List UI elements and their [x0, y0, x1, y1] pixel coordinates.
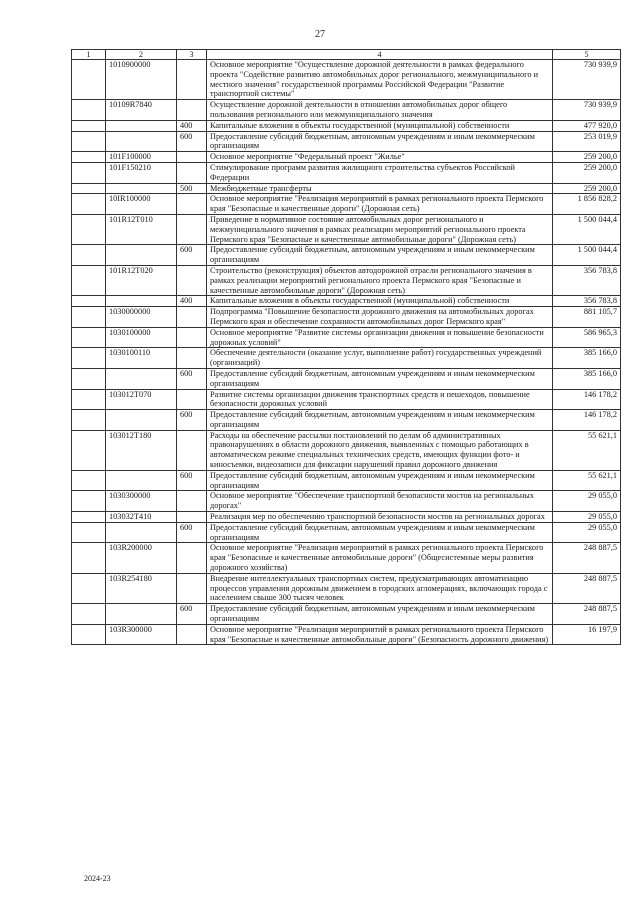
amount-value: 55 621,1 — [553, 430, 621, 470]
amount-value: 259 200,0 — [553, 152, 621, 163]
expense-type-code: 600 — [177, 131, 207, 152]
target-item-code — [106, 296, 177, 307]
header-row — [72, 50, 621, 60]
amount-value: 259 200,0 — [553, 183, 621, 194]
expense-type-code — [177, 491, 207, 512]
amount-value: 1 856 828,2 — [553, 194, 621, 215]
item-name: Подпрограмма "Повышение безопасности дорожного движения на автомобильных дорогах Пермского края и обеспечение сохранности автомобильных дорог Пермского края" — [207, 307, 553, 328]
item-name: Межбюджетные трансферты — [207, 183, 553, 194]
expense-type-code — [177, 512, 207, 523]
blank-cell — [72, 307, 106, 328]
target-item-code — [106, 245, 177, 266]
amount-value: 29 055,0 — [553, 522, 621, 543]
blank-cell — [72, 152, 106, 163]
amount-value: 477 920,0 — [553, 120, 621, 131]
table-row — [72, 152, 621, 163]
expense-type-code — [177, 389, 207, 410]
item-name: Реализация мер по обеспечению транспортной безопасности мостов на региональных дорогах — [207, 512, 553, 523]
amount-value: 1 500 044,4 — [553, 245, 621, 266]
amount-value: 385 166,0 — [553, 348, 621, 369]
amount-value: 248 887,5 — [553, 604, 621, 625]
blank-cell — [72, 296, 106, 307]
item-name: Развитие системы организации движения транспортных средств и пешеходов, повышение безопасности дорожных условий — [207, 389, 553, 410]
item-name: Основное мероприятие "Реализация мероприятий в рамках регионального проекта Пермского края "Безопасные и качественные автомобильные дороги" (Общесистемные меры развития дорожного хозяйства) — [207, 543, 553, 573]
blank-cell — [72, 368, 106, 389]
item-name: Осуществление дорожной деятельности в отношении автомобильных дорог общего пользования регионального или межмуниципального значения — [207, 100, 553, 121]
blank-cell — [72, 183, 106, 194]
item-name: Основное мероприятие "Реализация мероприятий в рамках регионального проекта Пермского края "Безопасные и качественные автомобильные дороги" (Безопасность дорожного движения) — [207, 624, 553, 645]
target-item-code — [106, 368, 177, 389]
page-number: 27 — [315, 29, 325, 40]
item-name: Предоставление субсидий бюджетным, автономным учреждениям и иным некоммерческим организациям — [207, 410, 553, 431]
amount-value: 259 200,0 — [553, 162, 621, 183]
table-row — [72, 348, 621, 369]
target-item-code — [106, 604, 177, 625]
item-name: Предоставление субсидий бюджетным, автономным учреждениям и иным некоммерческим организациям — [207, 131, 553, 152]
blank-cell — [72, 522, 106, 543]
target-item-code: 1030100000 — [106, 327, 177, 348]
expense-type-code — [177, 430, 207, 470]
expense-type-code — [177, 265, 207, 295]
table-row — [72, 430, 621, 470]
item-name: Предоставление субсидий бюджетным, автономным учреждениям и иным некоммерческим организациям — [207, 470, 553, 491]
expense-type-code — [177, 194, 207, 215]
item-name: Основное мероприятие "Реализация мероприятий в рамках регионального проекта Пермского края "Безопасные и качественные дороги" (Дорожная сеть) — [207, 194, 553, 215]
blank-cell — [72, 389, 106, 410]
target-item-code: 10IR100000 — [106, 194, 177, 215]
item-name: Капитальные вложения в объекты государственной (муниципальной) собственности — [207, 296, 553, 307]
blank-cell — [72, 624, 106, 645]
table-row — [72, 131, 621, 152]
blank-cell — [72, 491, 106, 512]
expense-type-code — [177, 214, 207, 244]
target-item-code: 103R254180 — [106, 573, 177, 603]
item-name: Предоставление субсидий бюджетным, автономным учреждениям и иным некоммерческим организациям — [207, 522, 553, 543]
item-name: Предоставление субсидий бюджетным, автономным учреждениям и иным некоммерческим организациям — [207, 245, 553, 266]
table-body — [72, 60, 621, 645]
amount-value: 730 939,9 — [553, 60, 621, 100]
table-row — [72, 265, 621, 295]
target-item-code — [106, 522, 177, 543]
table-row — [72, 491, 621, 512]
table-row — [72, 624, 621, 645]
blank-cell — [72, 470, 106, 491]
amount-value: 146 178,2 — [553, 389, 621, 410]
item-name: Расходы на обеспечение рассылки постановлений по делам об административных правонарушениях в области дорожного движения, выявленных с помощью работающих в автоматическом режиме специальных технических средств, имеющих функции фото- и киносъемки, видеозаписи для фиксации нарушений правил дорожного движения — [207, 430, 553, 470]
table-row — [72, 327, 621, 348]
target-item-code: 103R200000 — [106, 543, 177, 573]
item-name: Основное мероприятие "Федеральный проект "Жилье" — [207, 152, 553, 163]
document-footer-id: 2024-23 — [84, 874, 111, 883]
blank-cell — [72, 214, 106, 244]
table-row — [72, 100, 621, 121]
expense-type-code — [177, 307, 207, 328]
blank-cell — [72, 100, 106, 121]
amount-value: 55 621,1 — [553, 470, 621, 491]
table-row — [72, 410, 621, 431]
expense-type-code: 600 — [177, 368, 207, 389]
column-header-2: 2 — [106, 50, 177, 60]
target-item-code: 101F100000 — [106, 152, 177, 163]
target-item-code — [106, 410, 177, 431]
blank-cell — [72, 430, 106, 470]
table-row — [72, 183, 621, 194]
table-row — [72, 296, 621, 307]
expense-type-code — [177, 573, 207, 603]
table-row — [72, 522, 621, 543]
expense-type-code — [177, 162, 207, 183]
target-item-code: 1030300000 — [106, 491, 177, 512]
blank-cell — [72, 265, 106, 295]
blank-cell — [72, 348, 106, 369]
expense-type-code: 600 — [177, 522, 207, 543]
expense-type-code: 600 — [177, 410, 207, 431]
table-row — [72, 389, 621, 410]
target-item-code — [106, 470, 177, 491]
target-item-code: 1030000000 — [106, 307, 177, 328]
item-name: Основное мероприятие "Осуществление дорожной деятельности в рамках федерального проекта "Содействие развитию автомобильных дорог регионального, межмуниципального и местного значения" государственной программы Российской Федерации "Развитие транспортной системы" — [207, 60, 553, 100]
item-name: Основное мероприятие "Обеспечение транспортной безопасности мостов на региональных дорогах" — [207, 491, 553, 512]
column-header-3: 3 — [177, 50, 207, 60]
expense-type-code: 500 — [177, 183, 207, 194]
amount-value: 385 166,0 — [553, 368, 621, 389]
table-row — [72, 307, 621, 328]
table-row — [72, 120, 621, 131]
item-name: Основное мероприятие "Развитие системы организации движения и повышение безопасности дорожных условий" — [207, 327, 553, 348]
expense-type-code — [177, 624, 207, 645]
target-item-code: 103012Т180 — [106, 430, 177, 470]
blank-cell — [72, 245, 106, 266]
expense-type-code: 400 — [177, 120, 207, 131]
column-header-1: 1 — [72, 50, 106, 60]
amount-value: 16 197,9 — [553, 624, 621, 645]
table-row — [72, 214, 621, 244]
item-name: Строительство (реконструкция) объектов автодорожной отрасли регионального значения в рамках реализации мероприятий регионального проекта Пермского края "Безопасные и качественные автомобильные дороги" (Дорожная сеть) — [207, 265, 553, 295]
blank-cell — [72, 60, 106, 100]
expense-type-code — [177, 348, 207, 369]
amount-value: 356 783,8 — [553, 296, 621, 307]
blank-cell — [72, 327, 106, 348]
table-row — [72, 543, 621, 573]
blank-cell — [72, 512, 106, 523]
column-header-5: 5 — [553, 50, 621, 60]
column-header-4: 4 — [207, 50, 553, 60]
table-row — [72, 604, 621, 625]
table-row — [72, 573, 621, 603]
budget-table — [71, 49, 621, 645]
amount-value: 146 178,2 — [553, 410, 621, 431]
expense-type-code — [177, 60, 207, 100]
item-name: Приведение в нормативное состояние автомобильных дорог регионального и межмуниципального значения в рамках реализации мероприятий регионального проекта Пермского края "Безопасные и качественные автомобильные дороги" (Дорожная сеть) — [207, 214, 553, 244]
target-item-code: 103R300000 — [106, 624, 177, 645]
blank-cell — [72, 131, 106, 152]
item-name: Внедрение интеллектуальных транспортных систем, предусматривающих автоматизацию процессов управления дорожным движением в городских агломерациях, включающих города с населением свыше 300 тысяч человек — [207, 573, 553, 603]
target-item-code — [106, 120, 177, 131]
table-row — [72, 60, 621, 100]
blank-cell — [72, 410, 106, 431]
expense-type-code: 600 — [177, 470, 207, 491]
expense-type-code: 600 — [177, 604, 207, 625]
expense-type-code — [177, 152, 207, 163]
item-name: Предоставление субсидий бюджетным, автономным учреждениям и иным некоммерческим организациям — [207, 368, 553, 389]
amount-value: 881 105,7 — [553, 307, 621, 328]
expense-type-code: 400 — [177, 296, 207, 307]
expense-type-code — [177, 327, 207, 348]
target-item-code: 10109R7840 — [106, 100, 177, 121]
target-item-code: 103012T070 — [106, 389, 177, 410]
item-name: Капитальные вложения в объекты государственной (муниципальной) собственности — [207, 120, 553, 131]
table-row — [72, 512, 621, 523]
amount-value: 248 887,5 — [553, 543, 621, 573]
amount-value: 29 055,0 — [553, 491, 621, 512]
blank-cell — [72, 120, 106, 131]
blank-cell — [72, 194, 106, 215]
amount-value: 29 055,0 — [553, 512, 621, 523]
target-item-code: 103032Т410 — [106, 512, 177, 523]
amount-value: 730 939,9 — [553, 100, 621, 121]
amount-value: 1 500 044,4 — [553, 214, 621, 244]
item-name: Стимулирование программ развития жилищного строительства субъектов Российской Федерации — [207, 162, 553, 183]
expense-type-code — [177, 543, 207, 573]
expense-type-code — [177, 100, 207, 121]
blank-cell — [72, 162, 106, 183]
target-item-code: 101F150210 — [106, 162, 177, 183]
target-item-code — [106, 131, 177, 152]
amount-value: 253 019,9 — [553, 131, 621, 152]
amount-value: 356 783,8 — [553, 265, 621, 295]
expense-type-code: 600 — [177, 245, 207, 266]
amount-value: 586 965,3 — [553, 327, 621, 348]
target-item-code: 1010900000 — [106, 60, 177, 100]
item-name: Обеспечение деятельности (оказание услуг, выполнение работ) государственных учреждений (организаций) — [207, 348, 553, 369]
amount-value: 248 887,5 — [553, 573, 621, 603]
target-item-code: 1030100110 — [106, 348, 177, 369]
table-row — [72, 470, 621, 491]
table-row — [72, 194, 621, 215]
blank-cell — [72, 604, 106, 625]
table-row — [72, 162, 621, 183]
table-row — [72, 245, 621, 266]
item-name: Предоставление субсидий бюджетным, автономным учреждениям и иным некоммерческим организациям — [207, 604, 553, 625]
table-row — [72, 368, 621, 389]
target-item-code: 101R12T020 — [106, 265, 177, 295]
target-item-code — [106, 183, 177, 194]
blank-cell — [72, 573, 106, 603]
blank-cell — [72, 543, 106, 573]
target-item-code: 101R12T010 — [106, 214, 177, 244]
